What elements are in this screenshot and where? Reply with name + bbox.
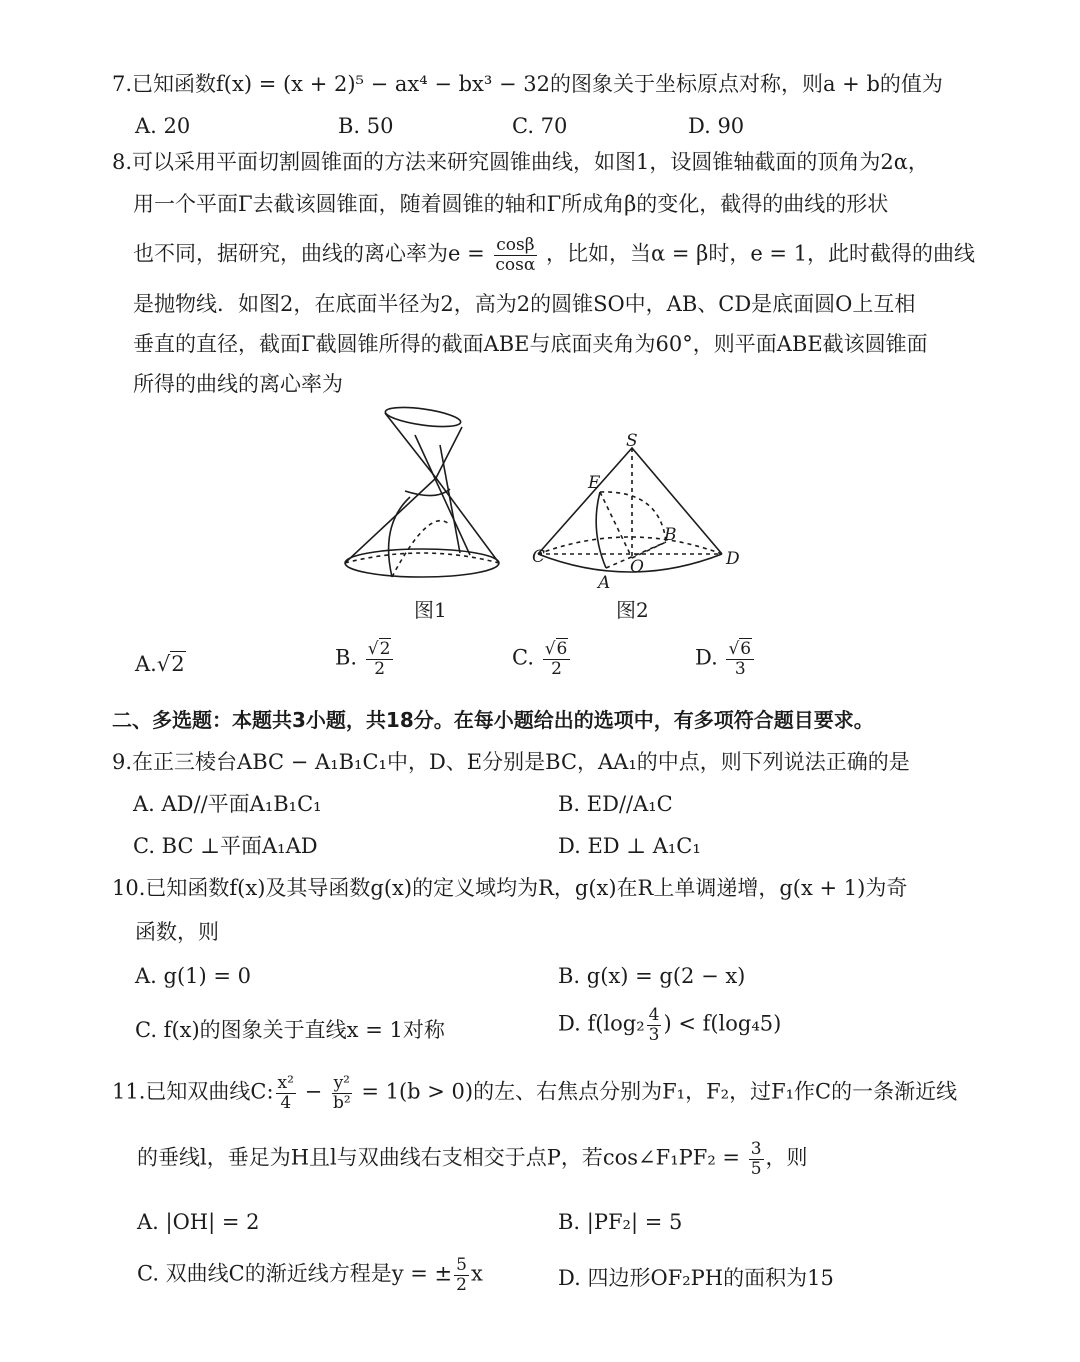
- q8-option-b: [335, 640, 395, 678]
- q8-line-6: 所得的曲线的离心率为: [133, 372, 343, 396]
- q8-option-c-radicand: 6: [556, 639, 568, 659]
- q7-option-d: D. 90: [688, 114, 745, 138]
- q11-option-d: D. 四边形OF₂PH的面积为15: [558, 1266, 834, 1290]
- figure-1-cone-diagram: [340, 405, 515, 590]
- q11-stem-line-2: [137, 1140, 808, 1178]
- q8-frac-num: cosβ: [496, 235, 535, 255]
- q8-line-5: 垂直的直径，截面Γ截圆锥所得的截面ABE与底面夹角为60°，则平面ABE截该圆锥面: [133, 332, 928, 356]
- q9-stem: 9.在正三棱台ABC − A₁B₁C₁中，D、E分别是BC，AA₁的中点，则下列说法正确的是: [112, 750, 910, 774]
- q7-option-a: A. 20: [135, 114, 191, 138]
- q11-line2-pre: 的垂线l，垂足为H且l与双曲线右支相交于点P，若cos∠F₁PF₂ =: [137, 1145, 741, 1170]
- q10-option-d-num: 4: [648, 1005, 660, 1025]
- section-2-heading: 二、多选题：本题共3小题，共18分。在每小题给出的选项中，有多项符合题目要求。: [112, 708, 874, 732]
- q11-line2-post: ，则: [765, 1145, 808, 1170]
- q8-line-3-post: ，比如，当α = β时，e = 1，此时截得的曲线: [546, 241, 976, 266]
- q11-option-b: B. |PF₂| = 5: [558, 1210, 683, 1234]
- q10-option-d-fraction: [647, 1006, 662, 1044]
- q11-option-c-post: x: [470, 1261, 483, 1286]
- q11-fraction-y: [331, 1074, 353, 1112]
- q11-line2-den: 5: [750, 1158, 762, 1179]
- q10-stem-line-2: 函数，则: [135, 920, 219, 944]
- figure-2-label-o: O: [630, 557, 644, 577]
- q8-option-d-fraction: $\frac{√6}{3}$: [726, 640, 754, 678]
- q11-line2-num: 3: [750, 1139, 762, 1159]
- q8-line-4: 是抛物线．如图2，在底面半径为2，高为2的圆锥SO中，AB、CD是底面圆O上互相: [133, 292, 916, 316]
- q8-eccentricity-fraction: [493, 236, 537, 274]
- q10-option-d-pre: D. f(log₂: [558, 1011, 645, 1036]
- q11-option-c-den: 2: [456, 1274, 467, 1295]
- figure-2-label-c: C: [532, 547, 546, 567]
- q8-option-d-den: 3: [734, 658, 746, 679]
- q8-option-c-label: C.: [512, 645, 534, 670]
- q8-option-a-radicand: 2: [171, 652, 185, 676]
- q10-option-a: A. g(1) = 0: [135, 964, 252, 988]
- q9-option-d: D. ED ⊥ A₁C₁: [558, 834, 701, 858]
- q8-option-d-label: D.: [695, 645, 718, 670]
- q8-option-b-den: 2: [374, 658, 386, 679]
- q8-option-d: [695, 640, 756, 678]
- q8-option-c: [512, 640, 572, 678]
- figure-2-label-a: A: [598, 573, 611, 593]
- q10-stem-line-1: 10.已知函数f(x)及其导函数g(x)的定义域均为R，g(x)在R上单调递增，g(x + 1)为奇: [112, 876, 908, 900]
- figure-2-caption: 图2: [616, 598, 649, 622]
- q8-line-3: [133, 236, 975, 274]
- q11-option-a: A. |OH| = 2: [137, 1210, 260, 1234]
- q10-option-d: [558, 1006, 781, 1044]
- q11-frac2-num: y²: [333, 1073, 350, 1093]
- figure-2-label-e: E: [588, 473, 601, 493]
- q8-option-b-radicand: 2: [379, 639, 391, 659]
- q10-option-c: C. f(x)的图象关于直线x = 1对称: [135, 1018, 445, 1042]
- q11-frac1-num: x²: [277, 1073, 294, 1093]
- q8-option-b-fraction: $\frac{√2}{2}$: [366, 640, 394, 678]
- q8-line-2: 用一个平面Γ去截该圆锥面，随着圆锥的轴和Γ所成角β的变化，截得的曲线的形状: [133, 192, 889, 216]
- q11-option-c-pre: C. 双曲线C的渐近线方程是y = ±: [137, 1261, 453, 1286]
- q9-option-a: A. AD//平面A₁B₁C₁: [133, 792, 322, 816]
- q11-stem-line-1: [112, 1074, 957, 1112]
- q8-option-d-radicand: 6: [740, 639, 752, 659]
- q9-option-c: C. BC ⊥平面A₁AD: [133, 834, 318, 858]
- q11-frac2-den: b²: [332, 1092, 351, 1113]
- q7-stem: 7.已知函数f(x) = (x + 2)⁵ − ax⁴ − bx³ − 32的图象关于坐标原点对称，则a + b的值为: [112, 72, 943, 96]
- q10-option-b: B. g(x) = g(2 − x): [558, 964, 746, 988]
- q10-option-d-post: ) < f(log₄5): [663, 1011, 782, 1036]
- figure-1-caption: 图1: [414, 598, 447, 622]
- q8-frac-den: cosα: [495, 254, 536, 275]
- q11-cos-fraction: [749, 1140, 764, 1178]
- q7-option-b: B. 50: [338, 114, 394, 138]
- q8-line-1: 8.可以采用平面切割圆锥面的方法来研究圆锥曲线，如图1，设圆锥轴截面的顶角为2α，: [112, 150, 929, 174]
- q11-option-c: [137, 1256, 483, 1294]
- q8-option-b-label: B.: [335, 645, 358, 670]
- figure-2-label-s: S: [626, 431, 638, 451]
- q11-fraction-x: [276, 1074, 296, 1112]
- q8-option-a: A.√2: [135, 652, 185, 676]
- q11-option-c-fraction: [454, 1256, 469, 1294]
- q9-option-b: B. ED//A₁C: [558, 792, 673, 816]
- q7-option-c: C. 70: [512, 114, 568, 138]
- q11-frac1-den: 4: [280, 1092, 292, 1113]
- q10-option-d-den: 3: [648, 1024, 660, 1045]
- q8-option-c-den: 2: [551, 658, 562, 679]
- q11-stem-pre: 11.已知双曲线C:: [112, 1079, 274, 1104]
- figure-2-label-b: B: [664, 525, 677, 545]
- figure-2-cone-diagram: [530, 430, 755, 595]
- figure-2-label-d: D: [726, 549, 740, 569]
- q11-option-c-num: 5: [456, 1255, 467, 1275]
- q11-stem-post: = 1(b > 0)的左、右焦点分别为F₁，F₂，过F₁作C的一条渐近线: [361, 1079, 958, 1104]
- q8-option-a-label: A.: [135, 652, 157, 676]
- q8-line-3-pre: 也不同，据研究，曲线的离心率为e =: [133, 241, 485, 266]
- q8-option-c-fraction: $\frac{√6}{2}$: [543, 640, 571, 678]
- q11-minus: −: [304, 1079, 323, 1104]
